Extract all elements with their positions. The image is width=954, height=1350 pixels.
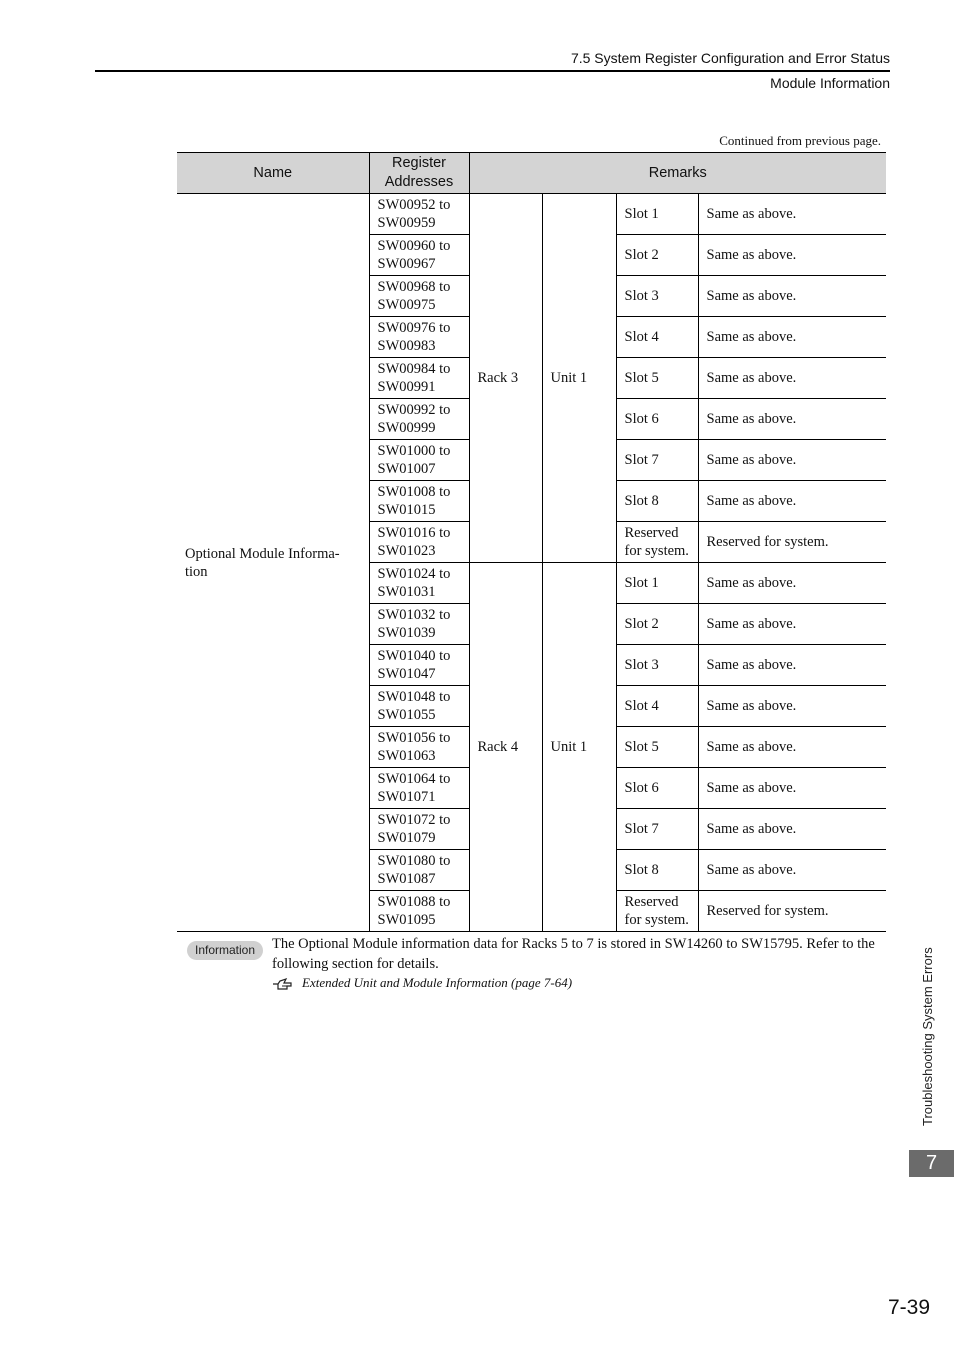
remark-cell: Same as above.: [698, 317, 886, 358]
register-address-cell: [369, 891, 469, 932]
address-line-1: SW01000 to: [377, 443, 451, 459]
table-header-row: [177, 153, 886, 194]
chapter-tab[interactable]: 7: [909, 1150, 954, 1177]
remark-cell: Same as above.: [698, 727, 886, 768]
address-line-2: SW01023: [377, 543, 436, 559]
address-line-2: SW00999: [377, 420, 436, 436]
remark-cell: Same as above.: [698, 358, 886, 399]
reference-line: [272, 975, 572, 991]
information-text: The Optional Module information data for Racks 5 to 7 is stored in SW14260 to SW15795. Refer to the following section for details.: [272, 936, 875, 972]
address-line-2: SW01055: [377, 707, 436, 723]
slot-cell: Slot 7: [616, 809, 698, 850]
address-line-2: SW01039: [377, 625, 436, 641]
register-address-cell: [369, 276, 469, 317]
slot-cell: Slot 2: [616, 604, 698, 645]
register-address-cell: [369, 481, 469, 522]
slot-cell: Slot 3: [616, 276, 698, 317]
register-address-cell: [369, 645, 469, 686]
remark-cell: Same as above.: [698, 768, 886, 809]
address-line-2: SW01015: [377, 502, 436, 518]
address-line-2: SW00959: [377, 215, 436, 231]
slot-cell: Slot 1: [616, 563, 698, 604]
continued-note: Continued from previous page.: [719, 133, 881, 148]
remark-cell: Same as above.: [698, 481, 886, 522]
slot-cell: Reserved for system.: [616, 891, 698, 932]
remark-cell: Same as above.: [698, 276, 886, 317]
slot-cell: Slot 5: [616, 727, 698, 768]
register-address-cell: [369, 194, 469, 235]
slot-cell: Slot 8: [616, 850, 698, 891]
slot-cell: Slot 6: [616, 768, 698, 809]
header-remarks: Remarks: [469, 153, 886, 194]
remark-cell: Same as above.: [698, 563, 886, 604]
register-table: [177, 152, 886, 932]
rack-cell: Rack 4: [469, 563, 542, 932]
address-line-1: SW00976 to: [377, 320, 451, 336]
address-line-2: SW00983: [377, 338, 436, 354]
address-line-1: SW01008 to: [377, 484, 451, 500]
address-line-1: SW01024 to: [377, 566, 451, 582]
address-line-2: SW00975: [377, 297, 436, 313]
header-name: Name: [177, 153, 369, 194]
reference-link[interactable]: Extended Unit and Module Information (page 7-64): [302, 975, 573, 990]
address-line-1: SW01048 to: [377, 689, 451, 705]
rack-cell: Rack 3: [469, 194, 542, 563]
page-number: 7-39: [887, 1296, 930, 1319]
pointing-hand-icon: [272, 975, 294, 991]
slot-cell: Slot 7: [616, 440, 698, 481]
address-line-2: SW01007: [377, 461, 436, 477]
address-line-1: SW01080 to: [377, 853, 451, 869]
register-address-cell: [369, 563, 469, 604]
slot-cell: Slot 4: [616, 317, 698, 358]
remark-cell: Same as above.: [698, 235, 886, 276]
header-register-addresses: Register Addresses: [369, 153, 469, 194]
address-line-2: SW00991: [377, 379, 436, 395]
register-address-cell: [369, 809, 469, 850]
remark-cell: Same as above.: [698, 645, 886, 686]
name-cell: Optional Module Informa-tion: [177, 194, 369, 932]
register-address-cell: [369, 522, 469, 563]
chapter-side-label: Troubleshooting System Errors: [920, 947, 935, 1126]
register-address-cell: [369, 850, 469, 891]
slot-cell: Slot 8: [616, 481, 698, 522]
remark-cell: Same as above.: [698, 686, 886, 727]
header-rule: [95, 70, 890, 72]
unit-cell: Unit 1: [542, 563, 616, 932]
address-line-1: SW01056 to: [377, 730, 451, 746]
register-address-cell: [369, 727, 469, 768]
slot-cell: Slot 1: [616, 194, 698, 235]
address-line-1: SW01064 to: [377, 771, 451, 787]
address-line-1: SW00960 to: [377, 238, 451, 254]
remark-cell: Same as above.: [698, 194, 886, 235]
remark-cell: Same as above.: [698, 850, 886, 891]
unit-cell: Unit 1: [542, 194, 616, 563]
address-line-1: SW00984 to: [377, 361, 451, 377]
address-line-1: SW01088 to: [377, 894, 451, 910]
address-line-2: SW00967: [377, 256, 436, 272]
address-line-1: SW01040 to: [377, 648, 451, 664]
subsection-title: Module Information: [770, 75, 890, 91]
remark-cell: Reserved for system.: [698, 522, 886, 563]
remark-cell: Same as above.: [698, 604, 886, 645]
address-line-1: SW01032 to: [377, 607, 451, 623]
address-line-2: SW01079: [377, 830, 436, 846]
address-line-2: SW01047: [377, 666, 436, 682]
address-line-1: SW01016 to: [377, 525, 451, 541]
remark-cell: Reserved for system.: [698, 891, 886, 932]
slot-cell: Slot 4: [616, 686, 698, 727]
slot-cell: Slot 2: [616, 235, 698, 276]
register-address-cell: [369, 358, 469, 399]
address-line-1: SW00992 to: [377, 402, 451, 418]
register-address-cell: [369, 440, 469, 481]
address-line-2: SW01063: [377, 748, 436, 764]
address-line-2: SW01087: [377, 871, 436, 887]
address-line-1: SW00968 to: [377, 279, 451, 295]
table-row: [177, 194, 886, 235]
register-address-cell: [369, 235, 469, 276]
slot-cell: Slot 5: [616, 358, 698, 399]
remark-cell: Same as above.: [698, 440, 886, 481]
table-body: [177, 194, 886, 932]
address-line-1: SW00952 to: [377, 197, 451, 213]
register-address-cell: [369, 317, 469, 358]
register-address-cell: [369, 686, 469, 727]
remark-cell: Same as above.: [698, 399, 886, 440]
address-line-2: SW01071: [377, 789, 436, 805]
address-line-1: SW01072 to: [377, 812, 451, 828]
register-address-cell: [369, 768, 469, 809]
remark-cell: Same as above.: [698, 809, 886, 850]
register-address-cell: [369, 399, 469, 440]
address-line-2: SW01095: [377, 912, 436, 928]
slot-cell: Slot 3: [616, 645, 698, 686]
register-address-cell: [369, 604, 469, 645]
slot-cell: Reserved for system.: [616, 522, 698, 563]
information-badge: Information: [187, 941, 263, 960]
address-line-2: SW01031: [377, 584, 436, 600]
slot-cell: Slot 6: [616, 399, 698, 440]
section-title: 7.5 System Register Configuration and Error Status: [570, 50, 890, 66]
